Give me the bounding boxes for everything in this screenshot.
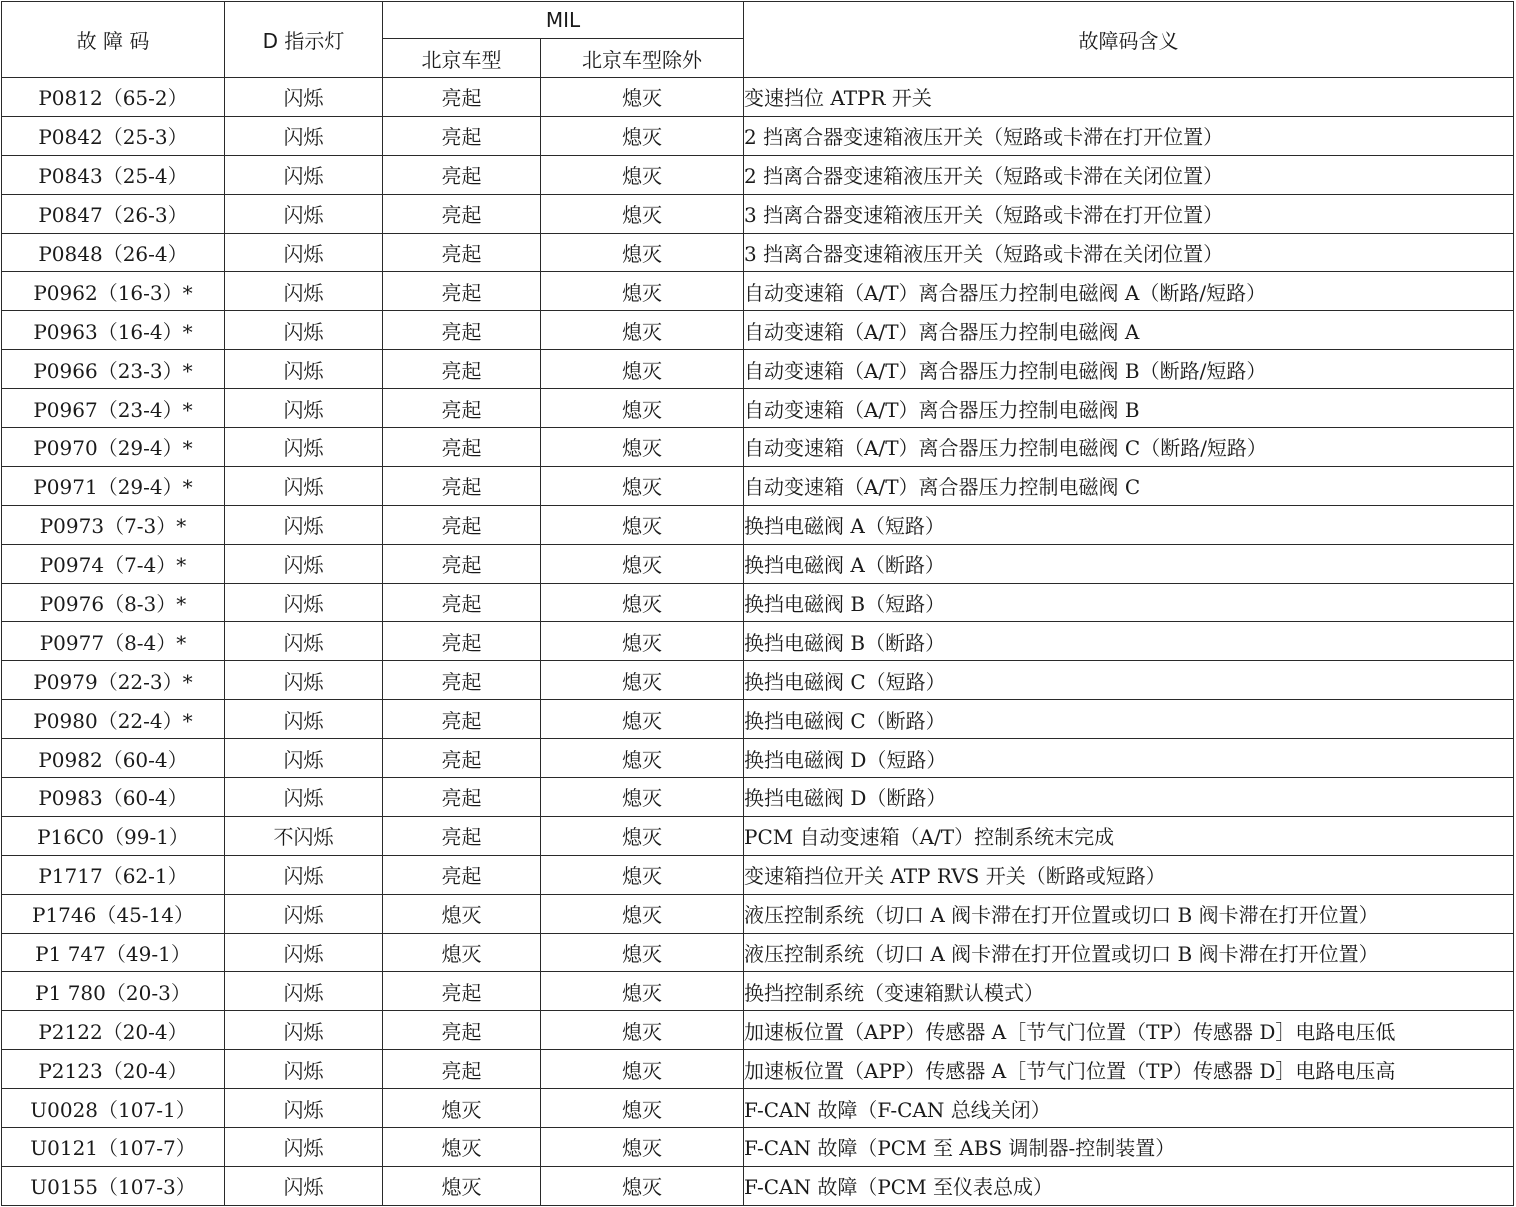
cell-d-lamp: 闪烁 [225,855,383,894]
cell-d-lamp: 闪烁 [225,311,383,350]
cell-mil-except-beijing: 熄灭 [541,739,744,778]
cell-meaning: 换挡控制系统（变速箱默认模式） [744,972,1514,1011]
cell-code: P0967（23-4）* [2,389,225,428]
cell-mil-beijing: 亮起 [383,855,541,894]
cell-mil-beijing: 熄灭 [383,1089,541,1128]
header-mil-beijing: 北京车型 [383,39,541,78]
cell-code: P1746（45-14） [2,894,225,933]
cell-mil-except-beijing: 熄灭 [541,311,744,350]
table-row [2,778,1514,817]
table-row [2,855,1514,894]
cell-d-lamp: 闪烁 [225,700,383,739]
cell-d-lamp: 闪烁 [225,389,383,428]
cell-meaning: F-CAN 故障（PCM 至仪表总成） [744,1166,1514,1205]
cell-code: P0976（8-3）* [2,583,225,622]
cell-code: U0121（107-7） [2,1128,225,1167]
table-row [2,972,1514,1011]
cell-mil-except-beijing: 熄灭 [541,272,744,311]
cell-meaning: 自动变速箱（A/T）离合器压力控制电磁阀 A（断路/短路） [744,272,1514,311]
table-row [2,194,1514,233]
cell-d-lamp: 闪烁 [225,894,383,933]
cell-d-lamp: 闪烁 [225,933,383,972]
table-row [2,155,1514,194]
cell-code: P0847（26-3） [2,194,225,233]
cell-meaning: 加速板位置（APP）传感器 A［节气门位置（TP）传感器 D］电路电压低 [744,1011,1514,1050]
cell-mil-beijing: 亮起 [383,1050,541,1089]
header-mil: MIL [383,2,744,39]
cell-code: P0963（16-4）* [2,311,225,350]
cell-d-lamp: 闪烁 [225,778,383,817]
cell-mil-beijing: 亮起 [383,778,541,817]
cell-mil-except-beijing: 熄灭 [541,1128,744,1167]
cell-code: P0970（29-4）* [2,428,225,467]
cell-code: P2122（20-4） [2,1011,225,1050]
cell-d-lamp: 闪烁 [225,1089,383,1128]
cell-mil-except-beijing: 熄灭 [541,622,744,661]
cell-d-lamp: 闪烁 [225,583,383,622]
cell-mil-except-beijing: 熄灭 [541,1089,744,1128]
table-header [2,2,1514,78]
cell-mil-except-beijing: 熄灭 [541,428,744,467]
cell-meaning: 变速挡位 ATPR 开关 [744,78,1514,117]
cell-mil-beijing: 亮起 [383,155,541,194]
cell-meaning: 换挡电磁阀 C（断路） [744,700,1514,739]
cell-code: P0983（60-4） [2,778,225,817]
header-d-lamp: D 指示灯 [225,2,383,78]
header-meaning: 故障码含义 [744,2,1514,78]
table-row [2,622,1514,661]
cell-mil-beijing: 亮起 [383,505,541,544]
cell-code: P0812（65-2） [2,78,225,117]
cell-mil-beijing: 亮起 [383,272,541,311]
cell-code: P0977（8-4）* [2,622,225,661]
cell-code: P1 780（20-3） [2,972,225,1011]
cell-mil-except-beijing: 熄灭 [541,933,744,972]
cell-meaning: 自动变速箱（A/T）离合器压力控制电磁阀 A [744,311,1514,350]
cell-mil-beijing: 亮起 [383,544,541,583]
cell-mil-except-beijing: 熄灭 [541,1050,744,1089]
cell-mil-beijing: 亮起 [383,739,541,778]
cell-d-lamp: 闪烁 [225,1128,383,1167]
cell-mil-except-beijing: 熄灭 [541,894,744,933]
cell-mil-except-beijing: 熄灭 [541,233,744,272]
cell-d-lamp: 闪烁 [225,78,383,117]
cell-mil-beijing: 亮起 [383,350,541,389]
cell-d-lamp: 闪烁 [225,155,383,194]
cell-mil-beijing: 亮起 [383,311,541,350]
cell-code: P0971（29-4）* [2,466,225,505]
cell-mil-beijing: 熄灭 [383,1166,541,1205]
cell-mil-beijing: 亮起 [383,78,541,117]
table-row [2,466,1514,505]
cell-meaning: F-CAN 故障（F-CAN 总线关闭） [744,1089,1514,1128]
cell-mil-except-beijing: 熄灭 [541,700,744,739]
cell-meaning: 换挡电磁阀 C（短路） [744,661,1514,700]
header-code: 故 障 码 [2,2,225,78]
table-row [2,1089,1514,1128]
header-mil-except-beijing: 北京车型除外 [541,39,744,78]
table-row [2,1011,1514,1050]
cell-mil-beijing: 亮起 [383,972,541,1011]
cell-meaning: 液压控制系统（切口 A 阀卡滞在打开位置或切口 B 阀卡滞在打开位置） [744,894,1514,933]
cell-meaning: 换挡电磁阀 A（短路） [744,505,1514,544]
cell-d-lamp: 闪烁 [225,466,383,505]
cell-mil-beijing: 亮起 [383,194,541,233]
cell-mil-except-beijing: 熄灭 [541,816,744,855]
table-row [2,1166,1514,1205]
cell-mil-except-beijing: 熄灭 [541,661,744,700]
cell-d-lamp: 闪烁 [225,428,383,467]
cell-d-lamp: 闪烁 [225,233,383,272]
cell-d-lamp: 闪烁 [225,1011,383,1050]
cell-code: P0966（23-3）* [2,350,225,389]
cell-d-lamp: 不闪烁 [225,816,383,855]
cell-code: P0980（22-4）* [2,700,225,739]
cell-meaning: 换挡电磁阀 B（断路） [744,622,1514,661]
table-row [2,505,1514,544]
cell-meaning: F-CAN 故障（PCM 至 ABS 调制器-控制装置） [744,1128,1514,1167]
cell-d-lamp: 闪烁 [225,272,383,311]
cell-meaning: 自动变速箱（A/T）离合器压力控制电磁阀 C [744,466,1514,505]
cell-mil-except-beijing: 熄灭 [541,972,744,1011]
cell-mil-beijing: 亮起 [383,816,541,855]
cell-mil-except-beijing: 熄灭 [541,466,744,505]
cell-code: P16C0（99-1） [2,816,225,855]
cell-mil-beijing: 熄灭 [383,1128,541,1167]
cell-code: P2123（20-4） [2,1050,225,1089]
cell-code: U0028（107-1） [2,1089,225,1128]
cell-code: P1717（62-1） [2,855,225,894]
cell-mil-except-beijing: 熄灭 [541,350,744,389]
cell-mil-beijing: 亮起 [383,116,541,155]
cell-meaning: 2 挡离合器变速箱液压开关（短路或卡滞在打开位置） [744,116,1514,155]
cell-mil-except-beijing: 熄灭 [541,194,744,233]
table-row [2,583,1514,622]
cell-d-lamp: 闪烁 [225,116,383,155]
cell-mil-beijing: 亮起 [383,583,541,622]
cell-d-lamp: 闪烁 [225,622,383,661]
cell-code: P0979（22-3）* [2,661,225,700]
cell-mil-except-beijing: 熄灭 [541,389,744,428]
cell-code: U0155（107-3） [2,1166,225,1205]
table-row [2,116,1514,155]
cell-mil-beijing: 亮起 [383,700,541,739]
cell-mil-except-beijing: 熄灭 [541,1011,744,1050]
table-row [2,233,1514,272]
cell-meaning: 换挡电磁阀 B（短路） [744,583,1514,622]
table-row [2,272,1514,311]
cell-meaning: 自动变速箱（A/T）离合器压力控制电磁阀 C（断路/短路） [744,428,1514,467]
cell-d-lamp: 闪烁 [225,1050,383,1089]
cell-meaning: 加速板位置（APP）传感器 A［节气门位置（TP）传感器 D］电路电压高 [744,1050,1514,1089]
cell-mil-except-beijing: 熄灭 [541,78,744,117]
cell-meaning: 3 挡离合器变速箱液压开关（短路或卡滞在关闭位置） [744,233,1514,272]
table-row [2,428,1514,467]
table-row [2,739,1514,778]
cell-d-lamp: 闪烁 [225,194,383,233]
cell-code: P0973（7-3）* [2,505,225,544]
cell-d-lamp: 闪烁 [225,544,383,583]
table-row [2,816,1514,855]
cell-mil-beijing: 亮起 [383,622,541,661]
cell-d-lamp: 闪烁 [225,505,383,544]
cell-mil-beijing: 亮起 [383,233,541,272]
cell-meaning: PCM 自动变速箱（A/T）控制系统末完成 [744,816,1514,855]
table-row [2,544,1514,583]
table-body [2,78,1514,1206]
cell-meaning: 自动变速箱（A/T）离合器压力控制电磁阀 B（断路/短路） [744,350,1514,389]
table-row [2,1128,1514,1167]
cell-mil-beijing: 熄灭 [383,933,541,972]
cell-meaning: 换挡电磁阀 D（断路） [744,778,1514,817]
cell-code: P0842（25-3） [2,116,225,155]
table-row [2,1050,1514,1089]
cell-mil-beijing: 亮起 [383,389,541,428]
cell-mil-beijing: 熄灭 [383,894,541,933]
cell-mil-except-beijing: 熄灭 [541,778,744,817]
cell-code: P0982（60-4） [2,739,225,778]
cell-mil-except-beijing: 熄灭 [541,583,744,622]
cell-meaning: 换挡电磁阀 D（短路） [744,739,1514,778]
cell-code: P0843（25-4） [2,155,225,194]
cell-meaning: 换挡电磁阀 A（断路） [744,544,1514,583]
table-row [2,933,1514,972]
cell-mil-beijing: 亮起 [383,1011,541,1050]
table-row [2,350,1514,389]
cell-mil-except-beijing: 熄灭 [541,505,744,544]
cell-meaning: 变速箱挡位开关 ATP RVS 开关（断路或短路） [744,855,1514,894]
table-row [2,894,1514,933]
cell-mil-beijing: 亮起 [383,466,541,505]
cell-mil-except-beijing: 熄灭 [541,155,744,194]
table-row [2,389,1514,428]
table-row [2,311,1514,350]
cell-mil-beijing: 亮起 [383,428,541,467]
cell-d-lamp: 闪烁 [225,350,383,389]
cell-mil-except-beijing: 熄灭 [541,855,744,894]
cell-mil-except-beijing: 熄灭 [541,544,744,583]
cell-meaning: 自动变速箱（A/T）离合器压力控制电磁阀 B [744,389,1514,428]
cell-code: P0962（16-3）* [2,272,225,311]
cell-d-lamp: 闪烁 [225,972,383,1011]
cell-mil-except-beijing: 熄灭 [541,1166,744,1205]
cell-d-lamp: 闪烁 [225,739,383,778]
cell-d-lamp: 闪烁 [225,661,383,700]
cell-meaning: 液压控制系统（切口 A 阀卡滞在打开位置或切口 B 阀卡滞在打开位置） [744,933,1514,972]
dtc-table [1,1,1514,1206]
cell-mil-except-beijing: 熄灭 [541,116,744,155]
table-row [2,78,1514,117]
cell-code: P0848（26-4） [2,233,225,272]
cell-meaning: 3 挡离合器变速箱液压开关（短路或卡滞在打开位置） [744,194,1514,233]
cell-d-lamp: 闪烁 [225,1166,383,1205]
cell-mil-beijing: 亮起 [383,661,541,700]
cell-code: P0974（7-4）* [2,544,225,583]
table-row [2,661,1514,700]
table-row [2,700,1514,739]
cell-meaning: 2 挡离合器变速箱液压开关（短路或卡滞在关闭位置） [744,155,1514,194]
cell-code: P1 747（49-1） [2,933,225,972]
